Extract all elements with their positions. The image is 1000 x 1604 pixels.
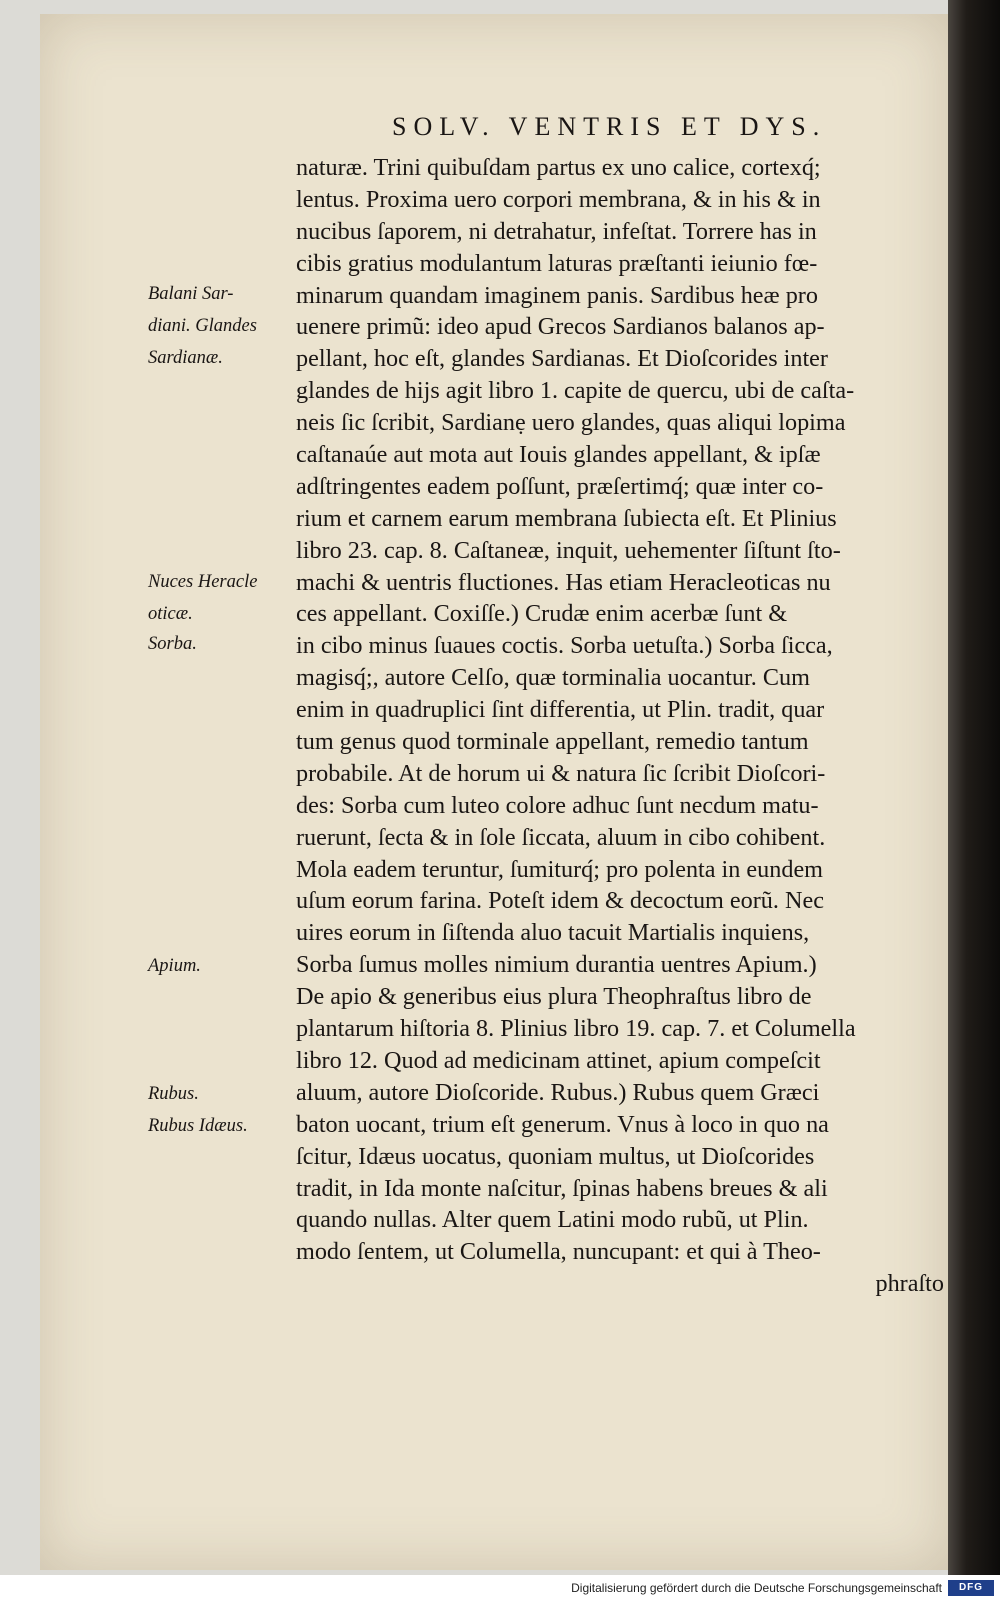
text-line: plantarum hiſtoria 8. Plinius libro 19. cap. 7. et Columella xyxy=(296,1015,856,1043)
text-line: baton uocant, trium eſt generum. Vnus à loco in quo na xyxy=(296,1110,829,1138)
text-line: uires eorum in ſiſtenda aluo tacuit Martialis inquiens, xyxy=(296,919,810,947)
text-line: modo ſentem, ut Columella, nuncupant: et qui à Theo- xyxy=(296,1238,821,1266)
catchword-line: phraſto xyxy=(875,1270,944,1298)
text-line: des: Sorba cum luteo colore adhuc ſunt necdum matu- xyxy=(296,791,819,819)
text-line: quando nullas. Alter quem Latini modo rubũ, ut Plin. xyxy=(296,1206,809,1234)
text-line: pellant, hoc eſt, glandes Sardianas. Et Dioſcorides inter xyxy=(296,345,828,373)
text-line: ruerunt, ſecta & in ſole ſiccata, aluum in cibo cohibent. xyxy=(296,823,826,851)
margin-note: Balani Sar- xyxy=(148,284,234,304)
text-line: libro 23. cap. 8. Caſtaneæ, inquit, uehementer ſiſtunt ſto- xyxy=(296,536,841,564)
text-line: uſum eorum farina. Poteſt idem & decoctum eorũ. Nec xyxy=(296,887,824,915)
text-line: cibis gratius modulantum laturas præſtanti ieiunio fœ- xyxy=(296,249,818,277)
text-line: in cibo minus ſuaues coctis. Sorba uetuſta.) Sorba ſicca, xyxy=(296,632,833,660)
margin-note: Sorba. xyxy=(148,634,197,654)
dfg-logo: DFG xyxy=(948,1580,994,1596)
margin-note: diani. Glandes xyxy=(148,316,257,336)
text-line: uenere primũ: ideo apud Grecos Sardianos balanos ap- xyxy=(296,313,825,341)
body-text xyxy=(296,152,966,1300)
text-line: ces appellant. Coxiſſe.) Crudæ enim acerbæ ſunt & xyxy=(296,600,788,628)
text-line: caſtanaúe aut mota aut Iouis glandes appellant, & ipſæ xyxy=(296,441,821,469)
text-line: nucibus ſaporem, ni detrahatur, infeſtat. Torrere has in xyxy=(296,217,817,245)
margin-note: oticæ. xyxy=(148,604,193,624)
text-line: glandes de hijs agit libro 1. capite de quercu, ubi de caſta- xyxy=(296,377,855,405)
text-line: tradit, in Ida monte naſcitur, ſpinas habens breues & ali xyxy=(296,1174,828,1202)
margin-note: Apium. xyxy=(148,956,201,976)
text-line: enim in quadruplici ſint differentia, ut Plin. tradit, quar xyxy=(296,696,825,724)
margin-note: Rubus. xyxy=(148,1084,199,1104)
text-line: probabile. At de horum ui & natura ſic ſcribit Dioſcori- xyxy=(296,759,826,787)
text-line: magisq́;, autore Celſo, quæ torminalia uocantur. Cum xyxy=(296,664,810,692)
text-line: minarum quandam imaginem panis. Sardibus heæ pro xyxy=(296,281,818,309)
margin-note: Sardianæ. xyxy=(148,348,223,368)
text-line: naturæ. Trini quibuſdam partus ex uno calice, corteхq́; xyxy=(296,154,821,181)
text-line: aluum, autore Dioſcoride. Rubus.) Rubus quem Græci xyxy=(296,1078,820,1106)
text-line: Sorba ſumus molles nimium durantia uentres Apium.) xyxy=(296,951,817,979)
margin-note: Nuces Heracle xyxy=(148,572,258,592)
text-line: machi & uentris fluctiones. Has etiam Heracleoticas nu xyxy=(296,568,831,596)
text-line: De apio & generibus eius plura Theophraſtus libro de xyxy=(296,983,812,1011)
margin-note: Rubus Idæus. xyxy=(148,1116,248,1136)
text-line: adſtringentes eadem poſſunt, præſertimq́; quæ inter co- xyxy=(296,472,824,500)
running-header: SOLV. VENTRIS ET DYS. xyxy=(392,112,827,141)
text-line: Mola eadem teruntur, ſumiturq́; pro polenta in eundem xyxy=(296,855,823,883)
footer-bar xyxy=(0,1575,1000,1604)
text-line: neis ſic ſcribit, Sardianẹ uero glandes, quas aliqui lopima xyxy=(296,409,846,437)
text-line: tum genus quod torminale appellant, remedio tantum xyxy=(296,728,809,756)
text-line: rium et carnem earum membrana ſubiecta eſt. Et Plinius xyxy=(296,504,837,532)
text-line: lentus. Proxima uero corpori membrana, & in his & in xyxy=(296,185,821,213)
funding-notice: Digitalisierung gefördert durch die Deutsche Forschungsgemeinschaft xyxy=(571,1581,942,1595)
text-line: ſcitur, Idæus uocatus, quoniam multus, ut Dioſcorides xyxy=(296,1142,815,1170)
text-line: libro 12. Quod ad medicinam attinet, apium compeſcit xyxy=(296,1046,821,1074)
